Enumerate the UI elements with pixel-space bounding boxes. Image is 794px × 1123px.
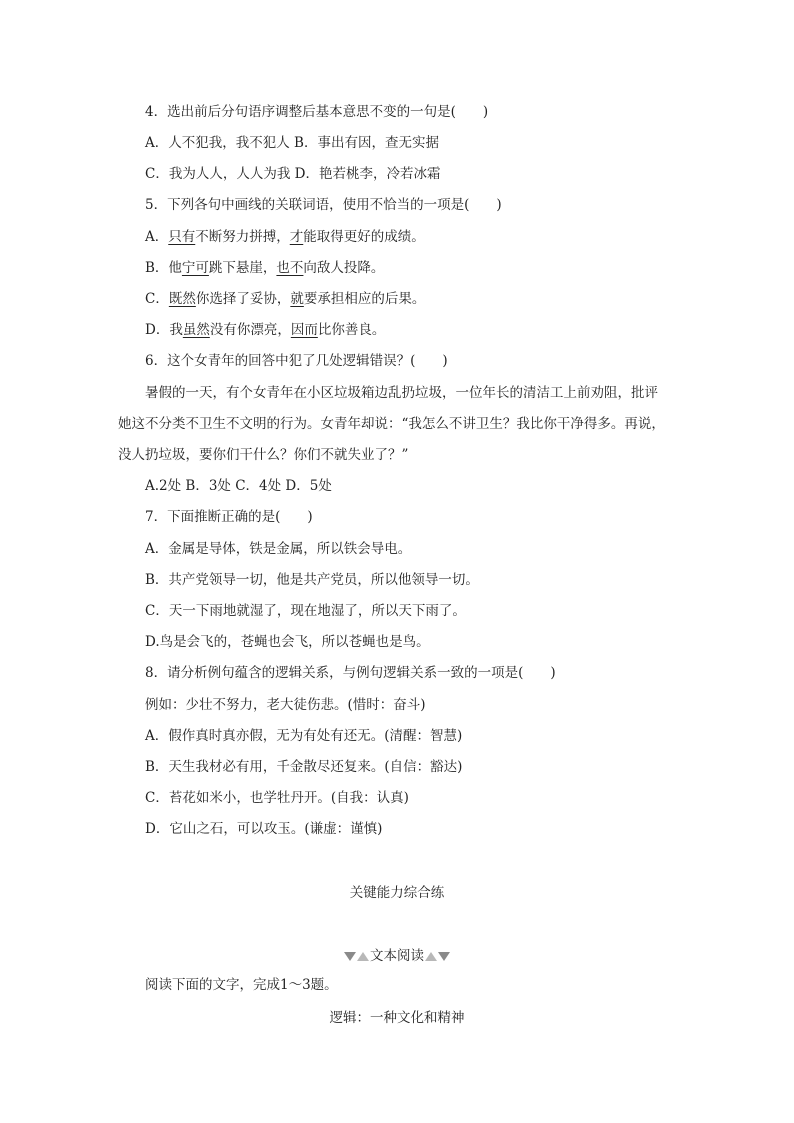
section-subheader: [0, 947, 794, 966]
underlined-conjunction: 也不: [276, 260, 304, 276]
q5-option-c: C．既然你选择了妥协，就要承担相应的后果。: [145, 291, 426, 307]
q8-option-c: C．苔花如米小，也学牡丹开。(自我：认真): [145, 790, 409, 806]
underlined-conjunction: 只有: [168, 229, 196, 245]
q8-option-a: A．假作真时真亦假，无为有处有还无。(清醒：智慧): [145, 728, 463, 744]
triangle-up-icon: [425, 952, 437, 961]
underlined-conjunction: 才: [289, 229, 304, 245]
q8-option-b: B．天生我材必有用，千金散尽还复来。(自信：豁达): [145, 759, 463, 775]
q6-options: A.2处 B．3处 C．4处 D．5处: [145, 478, 332, 494]
triangle-down-icon: [438, 952, 450, 961]
q8-stem: 8．请分析例句蕴含的逻辑关系，与例句逻辑关系一致的一项是( ): [145, 665, 556, 681]
q8-option-d: D．它山之石，可以攻玉。(谦虚：谨慎): [145, 821, 383, 837]
underlined-conjunction: 宁可: [181, 260, 209, 276]
q6-passage-line-1: 暑假的一天，有个女青年在小区垃圾箱边乱扔垃圾，一位年长的清洁工上前劝阻，批评: [145, 385, 658, 401]
triangle-down-icon: [344, 952, 356, 961]
underlined-conjunction: 虽然: [182, 322, 210, 338]
q6-passage-line-2: 她这不分类不卫生不文明的行为。女青年却说：“我怎么不讲卫生？我比你干净得多。再说，: [118, 416, 665, 432]
q5-option-a: A．只有不断努力拼搏，才能取得更好的成绩。: [145, 229, 425, 245]
q5-option-b: B．他宁可跳下悬崖，也不向敌人投降。: [145, 260, 385, 276]
subheader-label: 文本阅读: [370, 948, 424, 964]
q5-stem: 5．下列各句中画线的关联词语，使用不恰当的一项是( ): [145, 197, 502, 213]
q7-option-d: D.鸟是会飞的，苍蝇也会飞，所以苍蝇也是鸟。: [145, 634, 430, 650]
underlined-conjunction: 就: [290, 291, 304, 307]
article-title: 逻辑：一种文化和精神: [329, 1010, 465, 1026]
underlined-conjunction: 既然: [168, 291, 196, 307]
triangle-up-icon: [357, 952, 369, 961]
q5-option-d: D．我虽然没有你漂亮，因而比你善良。: [145, 322, 386, 338]
q7-option-b: B．共产党领导一切，他是共产党员，所以他领导一切。: [145, 572, 479, 588]
reading-instruction: 阅读下面的文字，完成1～3题。: [145, 977, 338, 993]
q6-passage-line-3: 没人扔垃圾，要你们干什么？你们不就失业了？”: [118, 447, 409, 463]
q4-stem: 4．选出前后分句语序调整后基本意思不变的一句是( ): [145, 104, 489, 120]
q7-option-a: A．金属是导体，铁是金属，所以铁会导电。: [145, 541, 412, 557]
q4-options-cd: C．我为人人，人人为我 D．艳若桃李，冷若冰霜: [145, 166, 441, 182]
q8-example: 例如：少壮不努力，老大徒伤悲。(惜时：奋斗): [145, 697, 426, 713]
section-title: 关键能力综合练: [349, 885, 445, 901]
q7-stem: 7．下面推断正确的是( ): [145, 509, 313, 525]
q7-option-c: C．天一下雨地就湿了，现在地湿了，所以天下雨了。: [145, 603, 466, 619]
q6-stem: 6．这个女青年的回答中犯了几处逻辑错误？( ): [145, 353, 448, 369]
underlined-conjunction: 因而: [290, 322, 318, 338]
q4-options-ab: A．人不犯我，我不犯人 B．事出有因，查无实据: [145, 135, 439, 151]
